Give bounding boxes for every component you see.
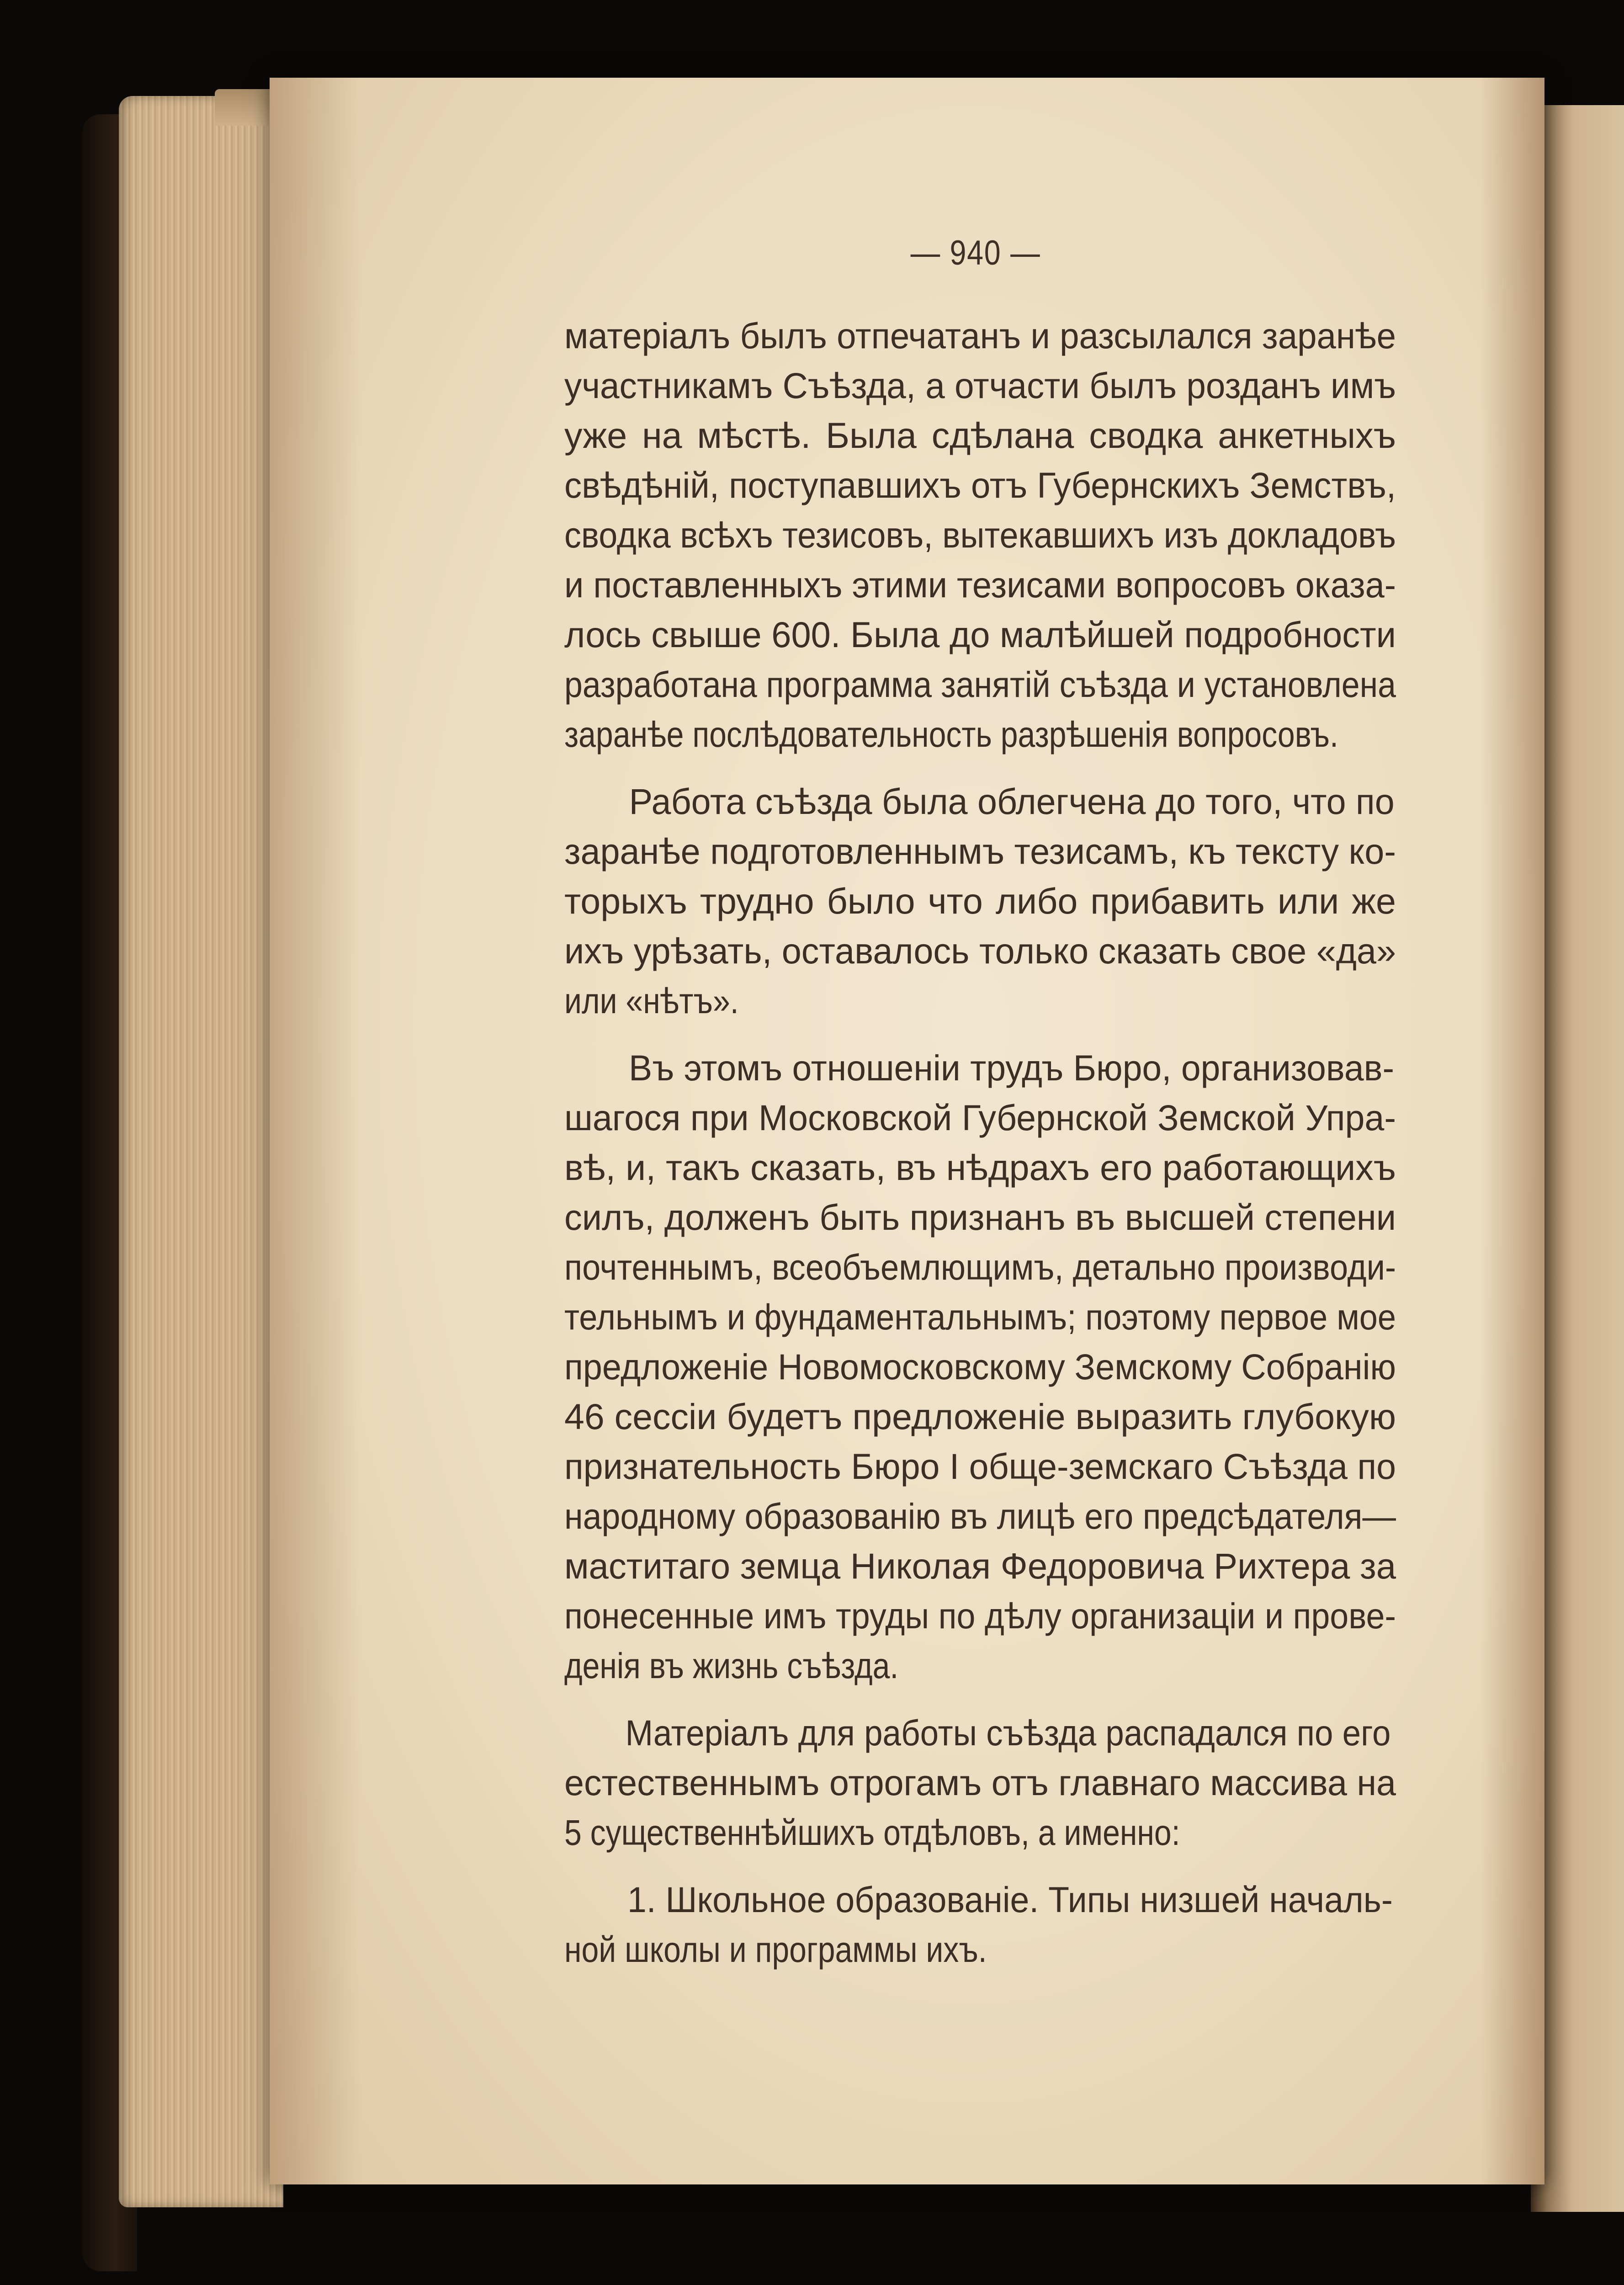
paragraph [564,776,1396,1026]
text-line: силъ, долженъ быть признанъ въ высшей степени [564,1197,1396,1238]
page-number: — 940 — [910,234,1041,272]
text-line: признательность Бюро I обще-земскаго Съѣзда по [564,1446,1396,1487]
text-line: или «нѣтъ». [564,980,739,1021]
text-line: и поставленныхъ этими тезисами вопросовъ оказа- [564,564,1396,605]
paragraph [564,1708,1396,1857]
text-line: денія въ жизнь съѣзда. [564,1645,899,1686]
text-line: свѣдѣній, поступавшихъ отъ Губернскихъ Земствъ, [564,465,1396,505]
text-line: естественнымъ отрогамъ отъ главнаго массива на [564,1762,1396,1803]
text-line: Работа съѣзда была облегчена до того, что по [629,781,1395,822]
text-line: матеріалъ былъ отпечатанъ и разсылался заранѣе [564,315,1396,356]
text-line: сводка всѣхъ тезисовъ, вытекавшихъ изъ докладовъ [564,515,1396,555]
text-line: Въ этомъ отношеніи трудъ Бюро, организовав- [629,1047,1395,1088]
text-line: ной школы и программы ихъ. [564,1929,987,1970]
text-line: лось свыше 600. Была до малѣйшей подробности [564,614,1396,655]
text-line: участникамъ Съѣзда, а отчасти былъ розданъ имъ [564,365,1396,406]
text-line: 5 существеннѣйшихъ отдѣловъ, а именно: [564,1812,1180,1853]
gutter-shadow [270,78,361,2184]
text-line: заранѣе послѣдовательность разрѣшенія вопросовъ. [564,714,1338,755]
text-line: тельнымъ и фундаментальнымъ; поэтому первое мое [564,1297,1396,1337]
text-line: 1. Школьное образованіе. Типы низшей началь- [627,1879,1393,1920]
text-line: заранѣе подготовленнымъ тезисамъ, къ тексту ко- [564,831,1396,871]
text-line: вѣ, и, такъ сказать, въ нѣдрахъ его работающихъ [564,1147,1396,1188]
text-line: 46 сессіи будетъ предложеніе выразить глубокую [564,1396,1396,1437]
text-line: маститаго земца Николая Федоровича Рихтера за [564,1546,1396,1586]
paragraph [564,1043,1396,1690]
text-line: предложеніе Новомосковскому Земскому Собранію [564,1346,1396,1387]
text-line: уже на мѣстѣ. Была сдѣлана сводка анкетныхъ [564,415,1396,456]
text-line: шагося при Московской Губернской Земской Упра- [564,1097,1396,1138]
facing-page [1531,105,1624,2212]
edge-shadow [1481,78,1544,2184]
paragraph [564,311,1396,759]
text-line: народному образованію въ лицѣ его предсѣдателя— [564,1496,1396,1536]
paragraph [564,1875,1396,1974]
text-line: разработана программа занятій съѣзда и установлена [564,664,1396,705]
text-line: Матеріалъ для работы съѣзда распадался по его [625,1712,1391,1753]
text-line: почтеннымъ, всеобъемлющимъ, детально производи- [564,1247,1396,1287]
text-line: понесенные имъ труды по дѣлу организаціи и прове- [564,1595,1396,1636]
body-text [564,311,1396,1992]
text-line: ихъ урѣзать, оставалось только сказать свое «да» [564,930,1396,971]
page-stack-edge [119,96,283,2207]
text-line: торыхъ трудно было что либо прибавить или же [564,881,1396,921]
